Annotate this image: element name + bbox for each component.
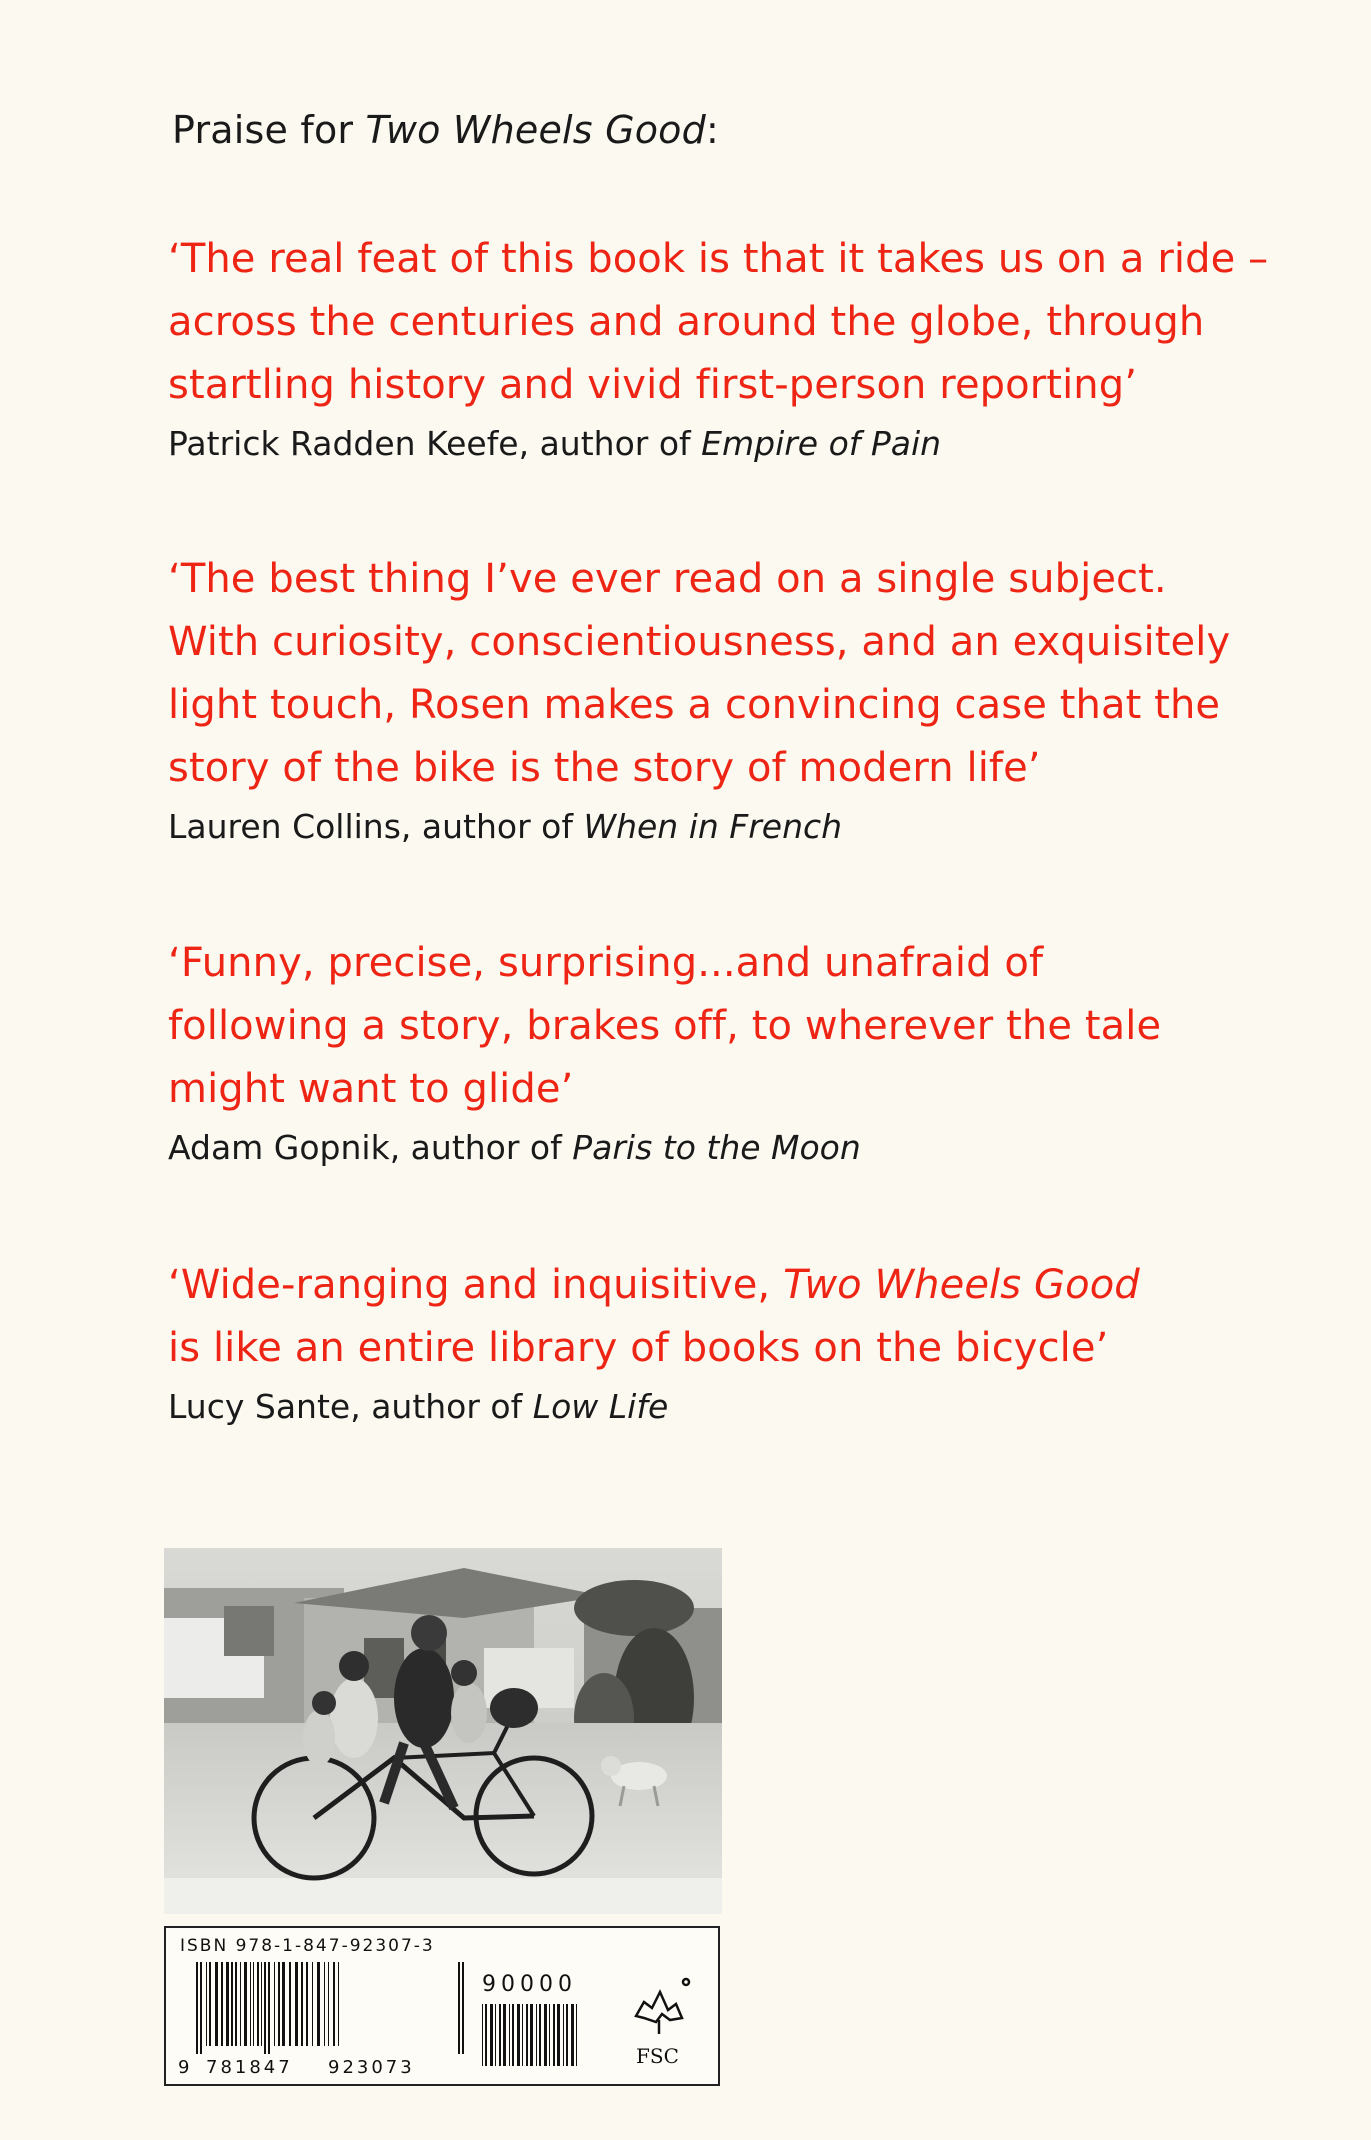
barcode-bar <box>289 1962 291 2046</box>
cover-photo-bicycle <box>164 1548 722 1914</box>
attribution-work: Empire of Pain <box>701 424 942 463</box>
bicycle-photo-illustration <box>164 1548 722 1914</box>
praise-heading <box>172 108 719 152</box>
quote-line: ‘The real feat of this book is that it takes us on a ride – <box>168 236 1269 282</box>
barcode-bar <box>517 2004 520 2066</box>
barcode-bar <box>312 1962 313 2046</box>
barcode-bar <box>522 2004 523 2066</box>
quote-line: across the centuries and around the globe, through <box>168 299 1205 345</box>
barcode-digits-right: 923073 <box>328 2057 415 2078</box>
quote-line: story of the bike is the story of modern life’ <box>168 745 1041 791</box>
barcode-bar <box>490 2004 493 2066</box>
barcode-bar <box>240 1962 241 2046</box>
praise-prefix: Praise for <box>172 108 366 152</box>
barcode-bar <box>215 1962 218 2046</box>
barcode-bar <box>244 1962 247 2046</box>
barcode-bar <box>495 2004 496 2066</box>
quote-text <box>168 548 1231 800</box>
quote-attribution <box>168 419 1228 469</box>
barcode-bar <box>257 1962 259 2046</box>
attribution-author: Patrick Radden Keefe, author of <box>168 424 702 463</box>
price-code: 90000 <box>482 1972 577 1997</box>
quote-block-collins <box>168 548 1231 852</box>
barcode-bar <box>221 1962 223 2046</box>
barcode-bar <box>544 2004 547 2066</box>
attribution-author: Adam Gopnik, author of <box>168 1128 573 1167</box>
barcode-bar <box>566 2004 568 2066</box>
barcode-bar <box>209 1962 211 2046</box>
attribution-work: Paris to the Moon <box>572 1128 861 1167</box>
quote-inline-title: Two Wheels Good <box>783 1262 1140 1308</box>
barcode-bar <box>338 1962 339 2046</box>
barcode-bar <box>196 1962 198 2054</box>
barcode-bar <box>317 1962 320 2046</box>
quote-line: light touch, Rosen makes a convincing case that the <box>168 682 1221 728</box>
barcode-digits-left: 781847 <box>206 2057 293 2078</box>
barcode-bar <box>274 1962 275 2046</box>
barcode-bar <box>231 1962 233 2046</box>
barcode-bar <box>536 2004 537 2066</box>
barcode-bar <box>499 2004 501 2066</box>
barcode-bar <box>549 2004 550 2066</box>
quote-line: startling history and vivid first-person reporting’ <box>168 362 1138 408</box>
quote-attribution <box>168 1382 1228 1432</box>
quote-line: is like an entire library of books on the bicycle’ <box>168 1325 1109 1371</box>
barcode-bar <box>482 2004 483 2066</box>
praise-suffix: : <box>705 108 719 152</box>
quote-line: ‘Funny, precise, surprising...and unafraid of <box>168 940 1044 986</box>
barcode-bar <box>253 1962 254 2046</box>
addon-barcode-bars <box>482 2004 577 2066</box>
quote-line-prefix: ‘Wide-ranging and inquisitive, <box>168 1262 784 1308</box>
quote-line: ‘The best thing I’ve ever read on a single subject. <box>168 556 1167 602</box>
barcode-bar <box>485 2004 487 2066</box>
barcode-bar <box>576 2004 577 2066</box>
barcode-bar <box>571 2004 574 2066</box>
barcode-bar <box>526 2004 528 2066</box>
barcode-bar <box>557 2004 560 2066</box>
barcode-bar <box>268 1962 270 2054</box>
quote-line: following a story, brakes off, to wherever the tale <box>168 1003 1162 1049</box>
barcode-bar <box>306 1962 308 2046</box>
barcode-bar <box>295 1962 298 2046</box>
barcode-bar <box>200 1962 202 2054</box>
barcode-bar <box>333 1962 335 2046</box>
quote-text <box>168 1254 1228 1380</box>
quote-attribution <box>168 802 1228 852</box>
barcode-bar <box>462 1962 464 2054</box>
barcode-bar <box>282 1962 285 2046</box>
barcode-bar <box>324 1962 325 2046</box>
ean-barcode-bars <box>196 1962 464 2054</box>
attribution-author: Lauren Collins, author of <box>168 807 584 846</box>
barcode-digit-first: 9 <box>178 2057 190 2078</box>
barcode-bar <box>301 1962 303 2046</box>
barcode-bar <box>250 1962 251 2046</box>
quote-text <box>168 932 1228 1121</box>
isbn-number: ISBN 978-1-847-92307-3 <box>180 1936 435 1956</box>
attribution-author: Lucy Sante, author of <box>168 1387 533 1426</box>
attribution-work: When in French <box>583 807 843 846</box>
barcode-bar <box>503 2004 506 2066</box>
quote-block-keefe <box>168 228 1269 469</box>
barcode-bar <box>530 2004 533 2066</box>
barcode-bar <box>512 2004 514 2066</box>
barcode-bar <box>206 1962 207 2046</box>
barcode-bar <box>261 1962 262 2046</box>
barcode-bar <box>553 2004 555 2066</box>
quote-line: With curiosity, conscientiousness, and an exquisitely <box>168 619 1231 665</box>
barcode-bar <box>458 1962 460 2054</box>
quote-text <box>168 228 1269 417</box>
barcode-box <box>164 1926 720 2086</box>
barcode-bar <box>278 1962 280 2046</box>
barcode-bar <box>328 1962 329 2046</box>
barcode-bar <box>226 1962 229 2046</box>
quote-block-sante <box>168 1254 1228 1432</box>
barcode-bar <box>264 1962 266 2054</box>
barcode-bar <box>563 2004 564 2066</box>
barcode-bar <box>509 2004 510 2066</box>
quote-line: might want to glide’ <box>168 1066 574 1112</box>
attribution-work: Low Life <box>532 1387 669 1426</box>
quote-block-gopnik <box>168 932 1228 1173</box>
fsc-label: FSC <box>636 2044 679 2068</box>
barcode-bar <box>539 2004 541 2066</box>
fsc-tree-logo-icon <box>636 1979 689 2034</box>
barcode-bar <box>235 1962 237 2046</box>
quote-attribution <box>168 1123 1228 1173</box>
quote-line <box>168 1254 1228 1317</box>
praise-title: Two Wheels Good <box>365 108 706 152</box>
